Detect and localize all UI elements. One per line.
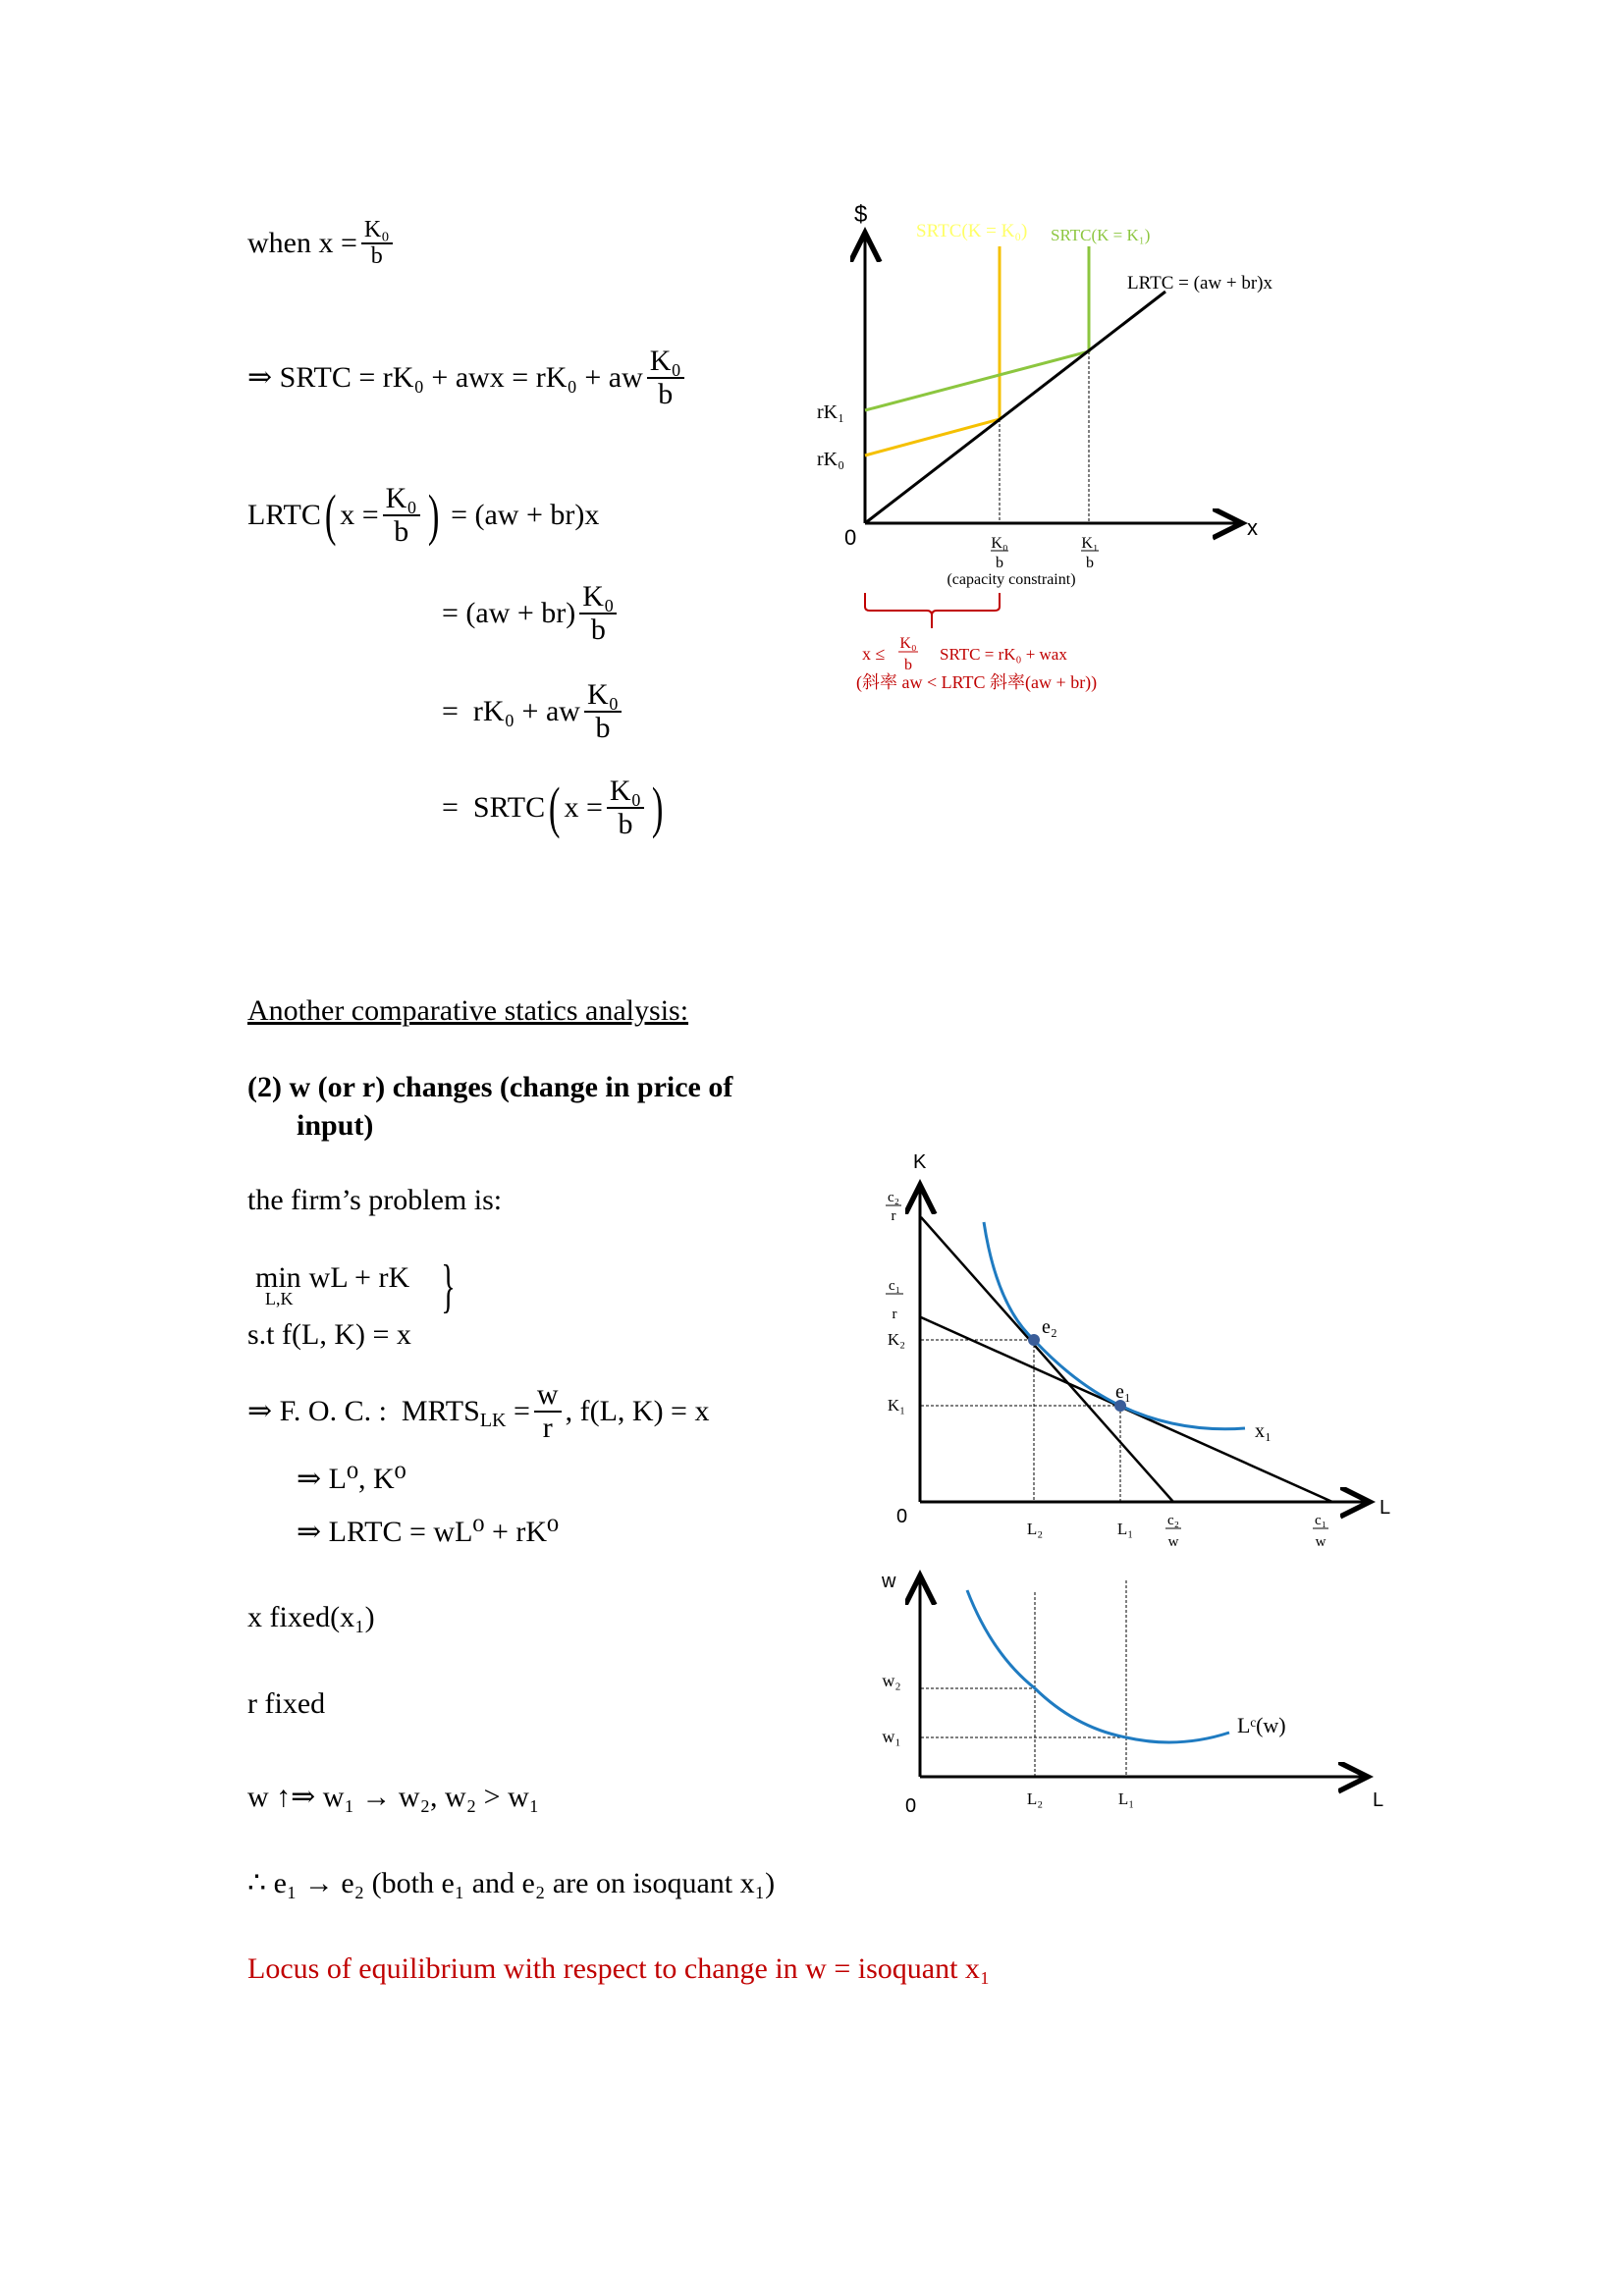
labor-demand-chart — [881, 1571, 1383, 1817]
cost-chart — [817, 201, 1272, 693]
denominator: b — [658, 377, 674, 410]
tick-c1-r-num: c₁ — [889, 1278, 900, 1294]
problem-constraint: s.t f(L, K) = x — [247, 1318, 411, 1351]
srtc-k1-line — [865, 246, 1089, 410]
annotation-cond: x ≤ — [862, 644, 886, 664]
numerator: K₀ — [383, 483, 420, 516]
isoquant-x1 — [984, 1222, 1245, 1429]
locus-statement: Locus of equilibrium with respect to change in w = isoquant x₁ — [247, 1952, 991, 1985]
capacity-note: (capacity constraint) — [947, 571, 1076, 588]
tick-k1: K₁ — [887, 1396, 906, 1415]
paren: ( — [549, 774, 561, 839]
condition-w-change: w ↑⇒ w₁ → w₂, w₂ > w₁ — [247, 1781, 540, 1813]
tick-l2: L₂ — [1026, 1789, 1044, 1808]
y-tick-rk0: rK₀ — [817, 449, 845, 470]
annotation — [856, 635, 1097, 693]
range-brace — [865, 593, 1000, 628]
legend-srtc-k0: SRTC(K = K₀) — [916, 221, 1028, 241]
eq-text: when x = — [247, 227, 357, 260]
tick-c2-r-den: r — [891, 1208, 896, 1224]
x-axis-label: x — [1247, 515, 1258, 540]
paren: ) — [427, 482, 440, 547]
w-axis-label: w — [882, 1571, 896, 1592]
point-e2 — [1028, 1334, 1040, 1346]
condition-r-fixed: r fixed — [247, 1687, 326, 1720]
eq-text: ⇒ SRTC = rK₀ + awx = rK₀ + aw — [247, 361, 643, 394]
tick-numerator: K₀ — [991, 535, 1008, 552]
label-e1: e₁ — [1115, 1381, 1131, 1403]
eq-text: x = — [564, 790, 603, 824]
tick-c1-r-den: r — [892, 1307, 897, 1322]
y-tick-rk1: rK₁ — [817, 401, 845, 423]
l-axis-label: L — [1373, 1789, 1384, 1811]
isocost-c2 — [921, 1217, 1173, 1502]
tick-c1-w-num: c₁ — [1315, 1513, 1326, 1528]
y-ticks — [886, 1190, 905, 1415]
y-axis-label: $ — [854, 201, 868, 228]
origin-label: 0 — [905, 1795, 917, 1817]
numerator: K₀ — [647, 346, 684, 379]
x-tick-k0-b — [991, 535, 1008, 571]
tick-k2: K₂ — [887, 1330, 906, 1349]
eq-text: = rK₀ + aw — [442, 694, 580, 727]
tick-c2-r-num: c₂ — [888, 1190, 899, 1205]
solution-line2: ⇒ LRTC = wL⁰ + rK⁰ — [297, 1516, 560, 1548]
tick-c1-w-den: w — [1315, 1534, 1326, 1550]
right-brace-icon: } — [441, 1254, 456, 1318]
label-e2: e₂ — [1042, 1316, 1057, 1338]
tick-w2: w₂ — [882, 1671, 901, 1690]
label-x1: x₁ — [1255, 1420, 1272, 1442]
eq-text: , f(L, K) = x — [565, 1394, 710, 1427]
tick-w1: w₁ — [882, 1727, 901, 1746]
lrtc-line — [865, 292, 1165, 523]
conclusion: ∴ e₁ → e₂ (both e₁ and e₂ are on isoquant x₁) — [247, 1867, 776, 1899]
annotation-num: K₀ — [899, 635, 917, 652]
numerator: K₀ — [361, 218, 393, 244]
tick-denominator: b — [1086, 555, 1094, 571]
numerator: w — [534, 1379, 562, 1413]
legend-srtc-k1: SRTC(K = K₁) — [1051, 226, 1151, 244]
subsection-heading-line1: (2) w (or r) changes (change in price of — [247, 1071, 733, 1103]
annotation-eq: SRTC = rK₀ + wax — [940, 645, 1067, 664]
denominator: b — [595, 711, 611, 744]
k-axis-label: K — [913, 1151, 927, 1173]
section-heading: Another comparative statics analysis: — [247, 994, 689, 1027]
numerator: K₀ — [584, 679, 622, 713]
legend-lrtc: LRTC = (aw + br)x — [1127, 273, 1272, 294]
numerator: K₀ — [579, 581, 617, 614]
solution-line1: ⇒ L⁰, K⁰ — [297, 1463, 406, 1495]
eq-text: x = — [340, 498, 379, 531]
denominator: b — [590, 613, 606, 646]
denominator: r — [542, 1411, 553, 1444]
denominator: b — [370, 243, 383, 270]
paren: ) — [651, 774, 664, 839]
tick-c2-w-den: w — [1167, 1534, 1179, 1550]
subscript: LK — [479, 1410, 507, 1431]
condition-x-fixed: x fixed(x₁) — [247, 1601, 375, 1633]
denominator: b — [394, 514, 409, 548]
eq-text: = SRTC — [442, 790, 546, 824]
min-subscript: L,K — [265, 1289, 294, 1308]
origin-label: 0 — [844, 525, 857, 550]
srtc-k0-line — [865, 246, 1000, 455]
eq-text: = — [506, 1394, 530, 1427]
eq-text: = (aw + br)x — [451, 498, 600, 531]
numerator: K₀ — [607, 775, 644, 809]
l-axis-label: L — [1380, 1497, 1391, 1519]
subsection-heading-line2: input) — [297, 1109, 374, 1142]
eq-text: ⇒ F. O. C. : MRTS — [247, 1395, 480, 1427]
min-label: min — [255, 1261, 301, 1294]
eq-text: LRTC — [247, 498, 321, 531]
origin-label: 0 — [896, 1506, 908, 1527]
x-ticks — [1027, 1513, 1328, 1550]
tick-denominator: b — [996, 555, 1003, 571]
tick-c2-w-num: c₂ — [1167, 1513, 1179, 1528]
objective-text: wL + rK — [308, 1261, 410, 1294]
tick-numerator: K₁ — [1081, 535, 1099, 552]
labor-demand-curve — [967, 1590, 1229, 1742]
annotation-den: b — [904, 657, 912, 673]
x-tick-k1-b — [1081, 535, 1099, 571]
paren: ( — [324, 482, 337, 547]
curve-label: Lᶜ(w) — [1237, 1713, 1286, 1737]
tick-l1: L₁ — [1117, 1789, 1135, 1808]
eq-text: = (aw + br) — [442, 596, 576, 629]
guides — [921, 1340, 1120, 1502]
denominator: b — [618, 807, 633, 840]
problem-intro: the firm’s problem is: — [247, 1184, 503, 1216]
annotation-note: (斜率 aw < LRTC 斜率(aw + br)) — [856, 672, 1098, 692]
tick-l2: L₂ — [1026, 1520, 1044, 1538]
tick-l1: L₁ — [1116, 1520, 1134, 1538]
isoquant-chart — [886, 1151, 1390, 1550]
